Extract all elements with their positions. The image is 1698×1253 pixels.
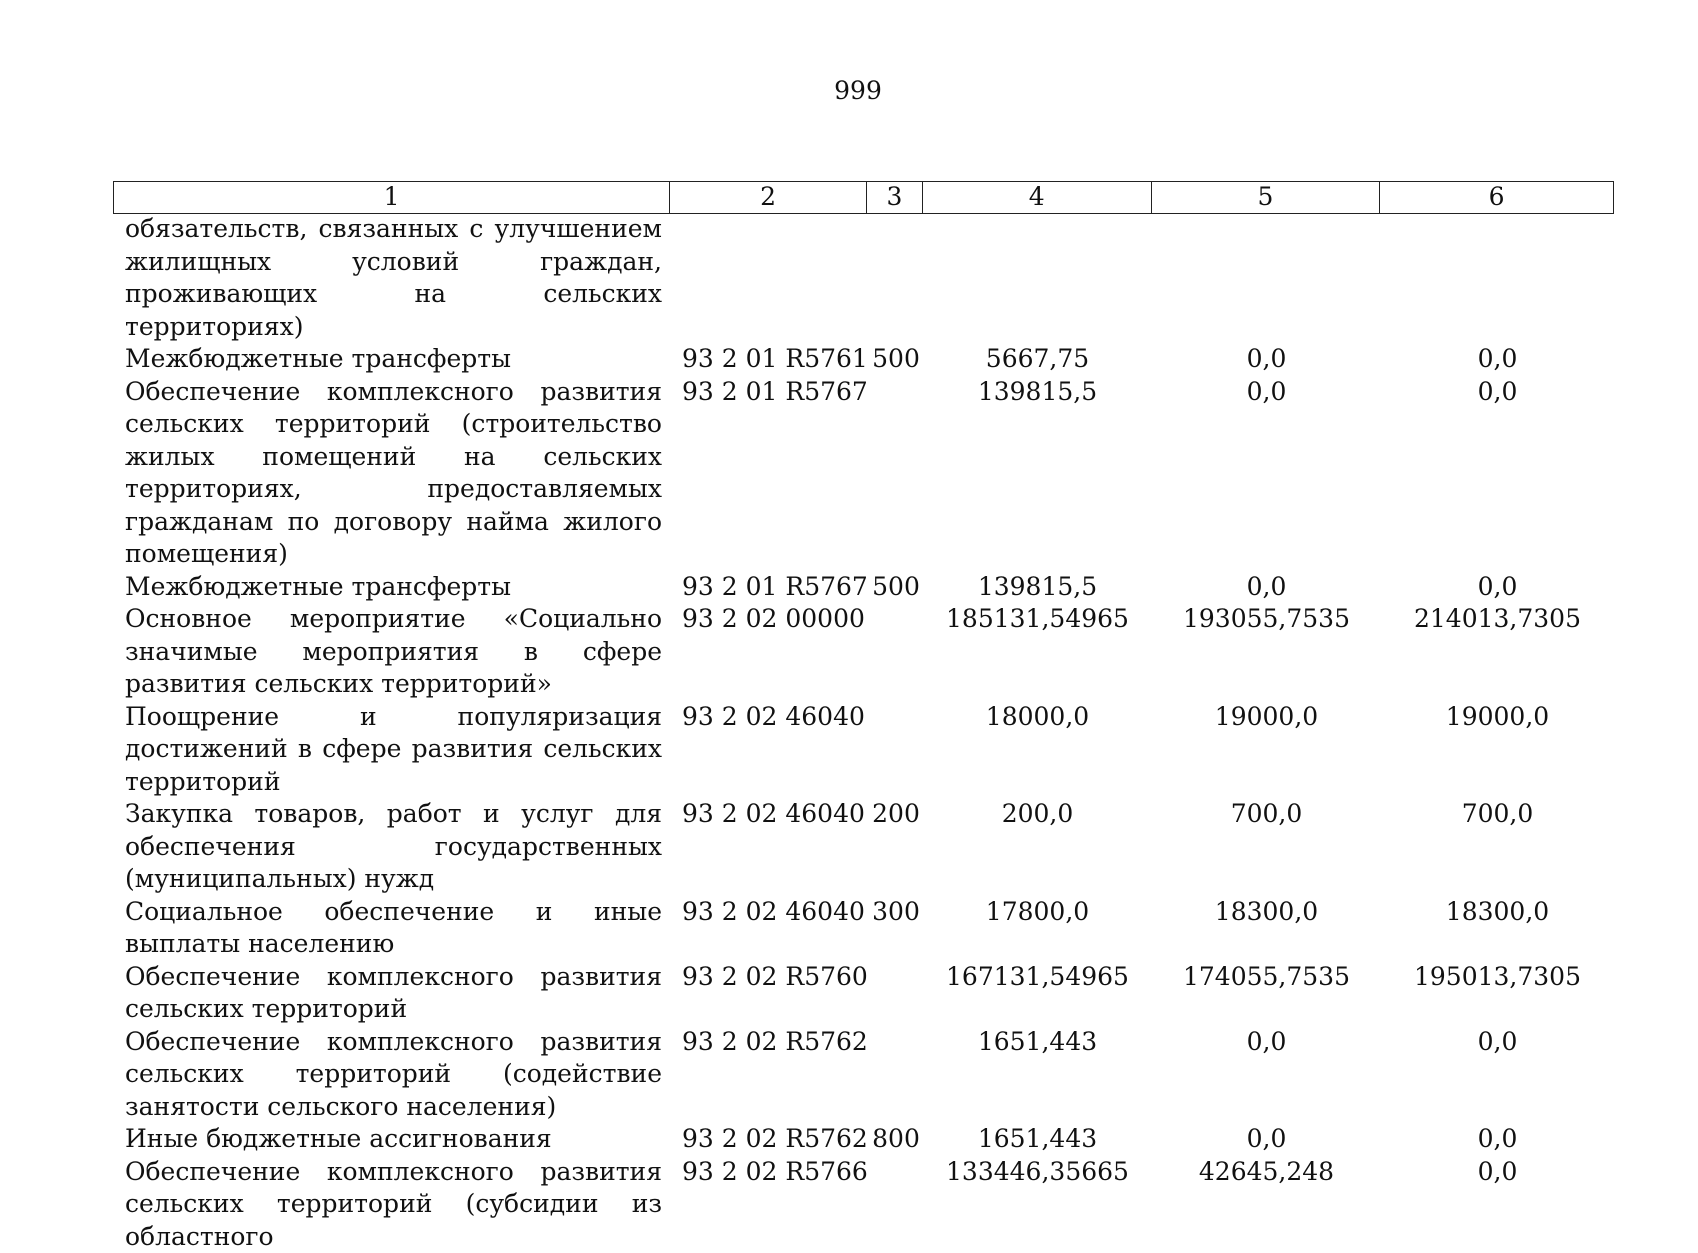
row-value-4: 133446,35665 xyxy=(923,1156,1152,1253)
row-code: 93 2 02 46040 xyxy=(670,701,867,799)
row-value-6: 195013,7305 xyxy=(1381,961,1614,1026)
row-type xyxy=(867,603,923,701)
table-row xyxy=(113,1026,1614,1124)
row-type: 500 xyxy=(867,571,923,604)
row-name: Основное мероприятие «Социально значимые мероприятия в сфере развития сельских территорий» xyxy=(113,603,670,701)
row-value-6: 18300,0 xyxy=(1381,896,1614,961)
row-code: 93 2 02 00000 xyxy=(670,603,867,701)
table-row xyxy=(113,343,1614,376)
row-name: Межбюджетные трансферты xyxy=(113,343,670,376)
table-row xyxy=(113,798,1614,896)
table-row xyxy=(113,376,1614,571)
row-value-5: 0,0 xyxy=(1152,1026,1381,1124)
row-code: 93 2 02 46040 xyxy=(670,896,867,961)
row-type xyxy=(867,701,923,799)
row-value-5: 42645,248 xyxy=(1152,1156,1381,1253)
row-value-6: 0,0 xyxy=(1381,376,1614,571)
row-name: Иные бюджетные ассигнования xyxy=(113,1123,670,1156)
table-row xyxy=(113,1156,1614,1253)
row-value-6: 0,0 xyxy=(1381,343,1614,376)
row-code: 93 2 02 46040 xyxy=(670,798,867,896)
table-row xyxy=(113,961,1614,1026)
row-value-4: 5667,75 xyxy=(923,343,1152,376)
row-name: Межбюджетные трансферты xyxy=(113,571,670,604)
row-value-5: 700,0 xyxy=(1152,798,1381,896)
row-value-5: 0,0 xyxy=(1152,376,1381,571)
row-value-5 xyxy=(1152,213,1381,343)
table-row xyxy=(113,603,1614,701)
row-type xyxy=(867,1156,923,1253)
row-value-5: 18300,0 xyxy=(1152,896,1381,961)
row-value-6: 0,0 xyxy=(1381,1156,1614,1253)
row-value-4: 17800,0 xyxy=(923,896,1152,961)
row-value-5: 0,0 xyxy=(1152,1123,1381,1156)
row-type xyxy=(867,213,923,343)
row-value-4: 185131,54965 xyxy=(923,603,1152,701)
row-code xyxy=(670,213,867,343)
row-value-4: 1651,443 xyxy=(923,1123,1152,1156)
table-row xyxy=(113,701,1614,799)
row-type xyxy=(867,1026,923,1124)
row-name: Социальное обеспечение и иные выплаты населению xyxy=(113,896,670,961)
row-value-5: 0,0 xyxy=(1152,343,1381,376)
row-value-6: 0,0 xyxy=(1381,1026,1614,1124)
row-value-4: 18000,0 xyxy=(923,701,1152,799)
row-value-5: 19000,0 xyxy=(1152,701,1381,799)
row-name: обязательств, связанных с улучшением жилищных условий граждан, проживающих на сельских территориях) xyxy=(113,213,670,343)
header-col-4: 4 xyxy=(923,182,1152,213)
table-row xyxy=(113,213,1614,343)
row-name: Поощрение и популяризация достижений в сфере развития сельских территорий xyxy=(113,701,670,799)
table-row xyxy=(113,896,1614,961)
row-value-5: 193055,7535 xyxy=(1152,603,1381,701)
header-col-2: 2 xyxy=(670,182,867,213)
row-value-4: 139815,5 xyxy=(923,376,1152,571)
row-name: Обеспечение комплексного развития сельских территорий xyxy=(113,961,670,1026)
table-row xyxy=(113,1123,1614,1156)
table-header xyxy=(113,181,1614,214)
row-code: 93 2 01 R5767 xyxy=(670,571,867,604)
row-value-6: 0,0 xyxy=(1381,571,1614,604)
row-value-4 xyxy=(923,213,1152,343)
row-name: Обеспечение комплексного развития сельских территорий (субсидии из областного xyxy=(113,1156,670,1253)
row-type: 500 xyxy=(867,343,923,376)
table-body xyxy=(113,213,1614,1253)
table-row xyxy=(113,571,1614,604)
row-value-6 xyxy=(1381,213,1614,343)
row-value-6: 214013,7305 xyxy=(1381,603,1614,701)
row-type xyxy=(867,376,923,571)
header-col-3: 3 xyxy=(867,182,923,213)
row-value-4: 139815,5 xyxy=(923,571,1152,604)
row-code: 93 2 02 R5766 xyxy=(670,1156,867,1253)
row-type xyxy=(867,961,923,1026)
row-code: 93 2 01 R5767 xyxy=(670,376,867,571)
row-type: 300 xyxy=(867,896,923,961)
row-value-4: 1651,443 xyxy=(923,1026,1152,1124)
row-code: 93 2 01 R5761 xyxy=(670,343,867,376)
row-value-5: 174055,7535 xyxy=(1152,961,1381,1026)
header-col-6: 6 xyxy=(1380,182,1613,213)
row-name: Обеспечение комплексного развития сельских территорий (содействие занятости сельского населения) xyxy=(113,1026,670,1124)
row-type: 800 xyxy=(867,1123,923,1156)
row-code: 93 2 02 R5760 xyxy=(670,961,867,1026)
row-name: Закупка товаров, работ и услуг для обеспечения государственных (муниципальных) нужд xyxy=(113,798,670,896)
row-value-6: 700,0 xyxy=(1381,798,1614,896)
row-type: 200 xyxy=(867,798,923,896)
header-col-1: 1 xyxy=(114,182,670,213)
row-code: 93 2 02 R5762 xyxy=(670,1026,867,1124)
row-code: 93 2 02 R5762 xyxy=(670,1123,867,1156)
row-value-4: 200,0 xyxy=(923,798,1152,896)
row-value-6: 0,0 xyxy=(1381,1123,1614,1156)
header-col-5: 5 xyxy=(1152,182,1381,213)
page-number: 999 xyxy=(0,76,1698,105)
row-name: Обеспечение комплексного развития сельских территорий (строительство жилых помещений на сельских территориях, предоставляемых гражданам по договору найма жилого помещения) xyxy=(113,376,670,571)
row-value-6: 19000,0 xyxy=(1381,701,1614,799)
row-value-5: 0,0 xyxy=(1152,571,1381,604)
row-value-4: 167131,54965 xyxy=(923,961,1152,1026)
